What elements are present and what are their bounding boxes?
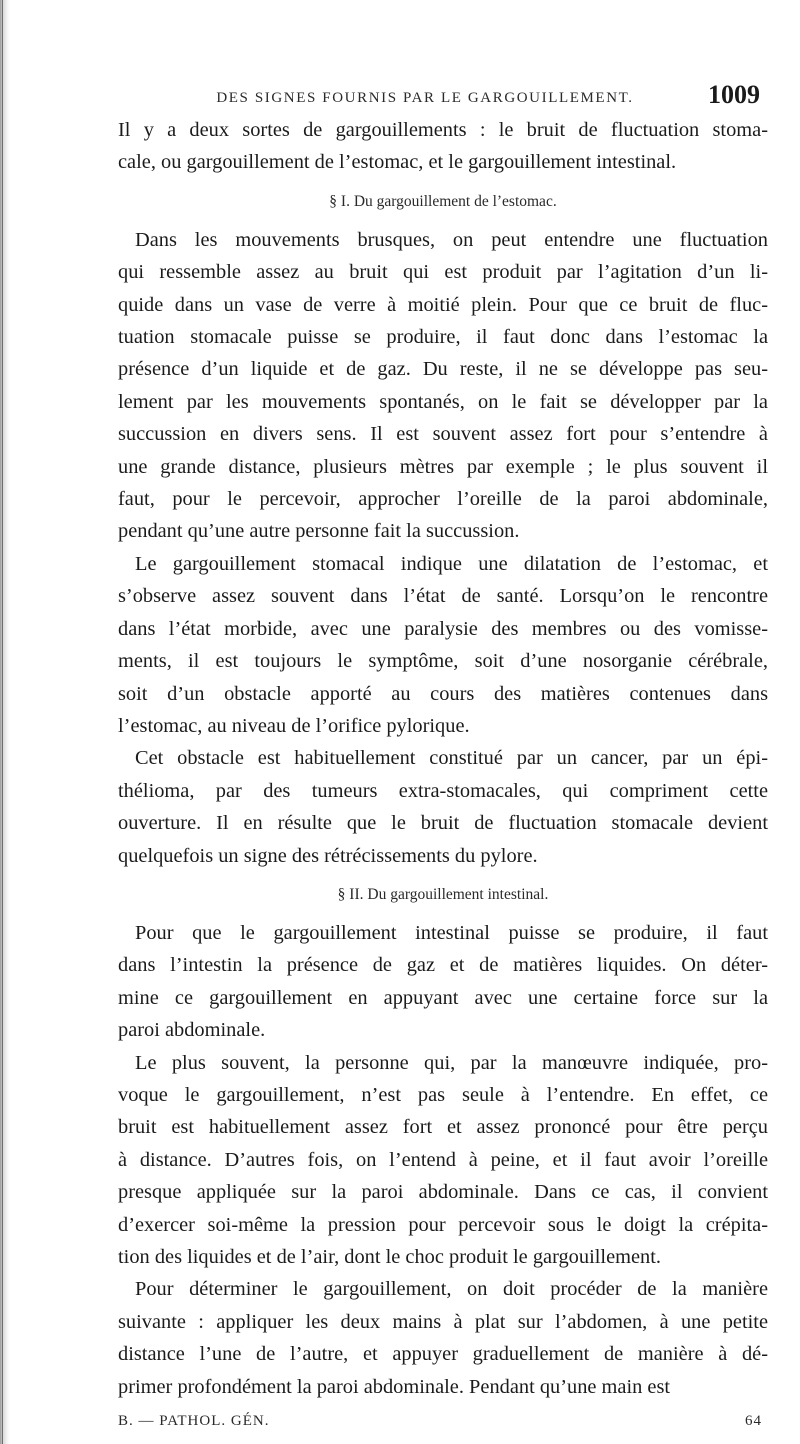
text-line: succussion en divers sens. Il est souvent assez fort pour s’entendre à: [118, 423, 768, 446]
text-line: Pour que le gargouillement intestinal puisse se produire, il faut: [135, 921, 768, 944]
text-line: presque appliquée sur la paroi abdominale. Dans ce cas, il convient: [118, 1181, 768, 1204]
text-line: Dans les mouvements brusques, on peut entendre une fluctuation: [135, 228, 768, 251]
text-line: une grande distance, plusieurs mètres par exemple ; le plus souvent il: [118, 455, 768, 478]
text-line: Cet obstacle est habituellement constitué par un cancer, par un épi-: [135, 747, 768, 770]
text-line: à distance. D’autres fois, on l’entend à peine, et il faut avoir l’oreille: [118, 1148, 768, 1171]
text-line: paroi abdominale.: [118, 1019, 266, 1042]
running-head: DES SIGNES FOURNIS PAR LE GARGOUILLEMENT.: [216, 90, 634, 106]
text-line: Le plus souvent, la personne qui, par la manœuvre indiquée, pro-: [135, 1051, 768, 1074]
page-footer: [118, 1413, 768, 1439]
text-line: quide dans un vase de verre à moitié plein. Pour que ce bruit de fluc-: [118, 293, 768, 316]
text-line: distance l’une de l’autre, et appuyer graduellement de manière à dé-: [118, 1343, 768, 1366]
text-line: d’exercer soi-même la pression pour percevoir sous le doigt la crépita-: [118, 1213, 768, 1236]
paragraph: [118, 742, 768, 872]
text-line: soit d’un obstacle apporté au cours des matières contenues dans: [118, 682, 768, 705]
paragraph: [118, 1047, 768, 1274]
text-line: tion des liquides et de l’air, dont le choc produit le gargouillement.: [118, 1246, 661, 1268]
text-line: dans l’état morbide, avec une paralysie des membres ou des vomisse-: [118, 617, 768, 640]
section-body: [118, 224, 768, 872]
text-line: bruit est habituellement assez fort et assez prononcé pour être perçu: [118, 1116, 768, 1139]
section-body: [118, 917, 768, 1403]
text-line: Il y a deux sortes de gargouillements : le bruit de fluctuation stoma-: [118, 119, 768, 141]
text-line: l’estomac, au niveau de l’orifice pylorique.: [118, 714, 470, 737]
text-line: ouverture. Il en résulte que le bruit de fluctuation stomacale devient: [118, 812, 768, 835]
text-line: voque le gargouillement, n’est pas seule à l’entendre. En effet, ce: [118, 1083, 768, 1106]
gathering-mark: 64: [745, 1413, 762, 1429]
text-line: tuation stomacale puisse se produire, il faut donc dans l’estomac la: [118, 326, 768, 349]
text-line: qui ressemble assez au bruit qui est produit par l’agitation d’un li-: [118, 261, 768, 284]
text-line: cale, ou gargouillement de l’estomac, et le gargouillement intestinal.: [118, 151, 677, 174]
page-number: 1009: [708, 80, 760, 109]
text-line: quelquefois un signe des rétrécissements du pylore.: [118, 844, 538, 867]
text-line: faut, pour le percevoir, approcher l’oreille de la paroi abdominale,: [118, 488, 768, 511]
text-line: suivante : appliquer les deux mains à plat sur l’abdomen, à une petite: [118, 1310, 768, 1333]
text-line: ments, il est toujours le symptôme, soit d’une nosorganie cérébrale,: [118, 650, 768, 673]
intro-paragraph: [118, 114, 768, 179]
text-line: lement par les mouvements spontanés, on le fait se développer par la: [118, 390, 768, 413]
text-line: thélioma, par des tumeurs extra-stomacales, qui compriment cette: [118, 779, 768, 802]
text-line: primer profondément la paroi abdominale. Pendant qu’une main est: [118, 1375, 671, 1398]
page-binding-edge: [0, 0, 10, 1444]
text-line: pendant qu’une autre personne fait la succussion.: [118, 520, 520, 543]
text-line: mine ce gargouillement en appuyant avec une certaine force sur la: [118, 986, 768, 1009]
paragraph: [118, 1273, 768, 1403]
text-line: dans l’intestin la présence de gaz et de matières liquides. On déter-: [118, 954, 768, 977]
text-line: Pour déterminer le gargouillement, on doit procéder de la manière: [135, 1278, 768, 1301]
section-heading: § I. Du gargouillement de l’estomac.: [329, 192, 557, 210]
paragraph: [118, 917, 768, 1047]
paragraph: [118, 548, 768, 742]
paragraph: [118, 224, 768, 548]
printer-signature: B. — PATHOL. GÉN.: [118, 1413, 270, 1429]
text-line: présence d’un liquide et de gaz. Du reste, il ne se développe pas seu-: [118, 358, 768, 381]
section-heading: § II. Du gargouillement intestinal.: [337, 885, 549, 903]
body-text: [118, 114, 768, 1403]
page-header: [130, 80, 760, 114]
text-line: Le gargouillement stomacal indique une dilatation de l’estomac, et: [135, 552, 768, 575]
text-line: s’observe assez souvent dans l’état de santé. Lorsqu’on le rencontre: [118, 585, 768, 608]
